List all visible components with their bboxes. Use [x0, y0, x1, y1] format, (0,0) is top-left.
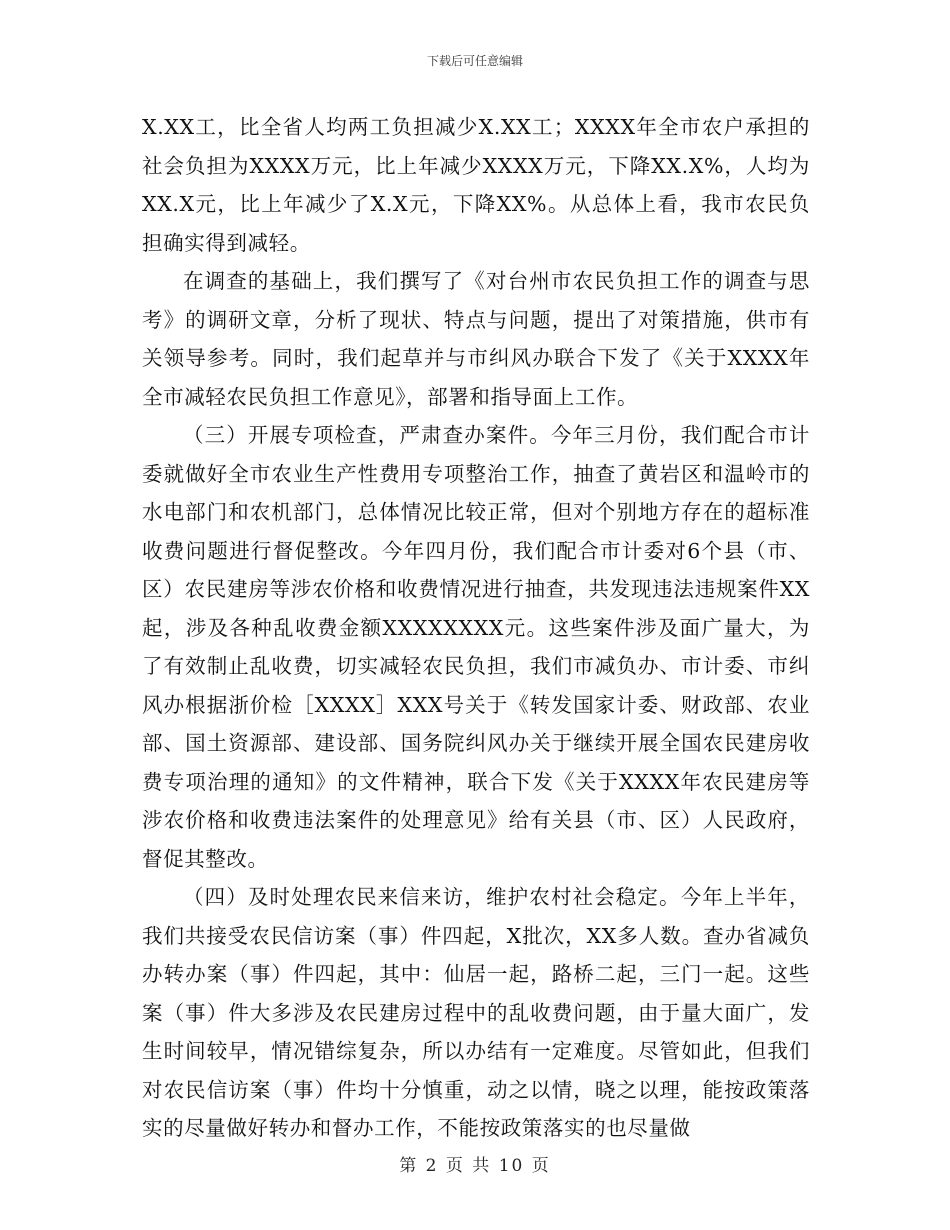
body-paragraph: 在调查的基础上，我们撰写了《对台州市农民负担工作的调查与思考》的调研文章，分析了现状、特点与问题，提出了对策措施，供市有关领导参考。同时，我们起草并与市纠风办联合下发了《关于XXXX年全市减轻农民负担工作意见》，部署和指导面上工作。	[142, 269, 810, 409]
body-paragraph: （四）及时处理农民来信来访，维护农村社会稳定。今年上半年，我们共接受农民信访案（事）件四起，X批次，XX多人数。查办省减负办转办案（事）件四起，其中：仙居一起，路桥二起，三门一起。这些案（事）件大多涉及农民建房过程中的乱收费问题，由于量大面广，发生时间较早，情况错综复杂，所以办结有一定难度。尽管如此，但我们对农民信访案（事）件均十分慎重，动之以情，晓之以理，能按政策落实的尽量做好转办和督办工作，不能按政策落实的也尽量做	[142, 885, 810, 1140]
body-paragraph: X.XX工，比全省人均两工负担减少X.XX工；XXXX年全市农户承担的社会负担为XXXX万元，比上年减少XXXX万元，下降XX.X%，人均为XX.X元，比上年减少了X.X元，下降XX%。从总体上看，我市农民负担确实得到减轻。	[142, 115, 810, 255]
document-body	[142, 108, 810, 1148]
page-header-note: 下载后可任意编辑	[426, 54, 523, 68]
body-paragraph: （三）开展专项检查，严肃查办案件。今年三月份，我们配合市计委就做好全市农业生产性费用专项整治工作，抽查了黄岩区和温岭市的水电部门和农机部门，总体情况比较正常，但对个别地方存在的超标准收费问题进行督促整改。今年四月份，我们配合市计委对6个县（市、区）农民建房等涉农价格和收费情况进行抽查，共发现违法违规案件XX起，涉及各种乱收费金额XXXXXXXX元。这些案件涉及面广量大，为了有效制止乱收费，切实减轻农民负担，我们市减负办、市计委、市纠风办根据浙价检［XXXX］XXX号关于《转发国家计委、财政部、农业部、国土资源部、建设部、国务院纠风办关于继续开展全国农民建房收费专项治理的通知》的文件精神，联合下发《关于XXXX年农民建房等涉农价格和收费违法案件的处理意见》给有关县（市、区）人民政府，督促其整改。	[142, 423, 810, 871]
page-number-footer: 第 2 页 共 10 页	[399, 1156, 551, 1176]
